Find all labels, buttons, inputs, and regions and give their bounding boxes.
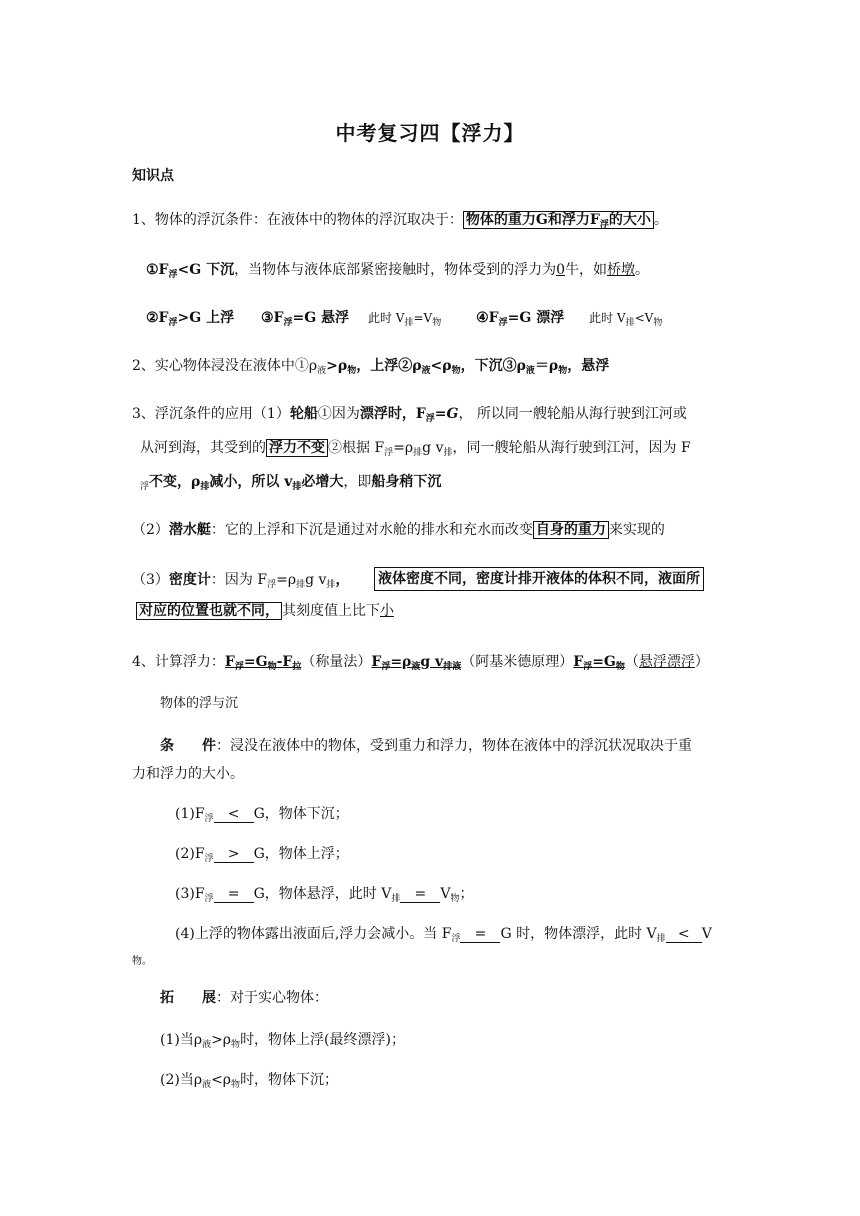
extension-item-2: (2)当$\rho_液<\rho_物$时，物体下沉； <box>160 1072 339 1090</box>
condition-sink-line: $①F_浮<G$ 下沉，当物体与液体底部紧密接触时，物体受到的浮力为0牛，如桥墩。 <box>146 262 649 280</box>
condition-line-1: 条 件：浸没在液体中的物体，受到重力和浮力，物体在液体中的浮沉状况取决于重 <box>160 738 692 754</box>
boxed-own-weight: 自身的重力 <box>533 521 609 539</box>
section-2-line: 2、实心物体浸没在液体中$①\rho_液>\rho_物$，上浮$②\rho_液<\rho_物$，下沉$③\rho_液=\rho_物$，悬浮 <box>132 358 610 376</box>
page-title: 中考复习四【浮力】 <box>335 121 525 145</box>
hydrometer-boxed-1: 液体密度不同，密度计排开液体的体积不同，液面所 <box>374 567 704 591</box>
condition-float-line: $②F_浮>G$ 上浮 $③F_浮=G$ 悬浮 此时 $V_排=V_物$ $④F_浮=G$ 漂浮 此时 $V_排<V_物$ <box>146 310 663 328</box>
knowledge-heading: 知识点 <box>132 168 174 184</box>
rule-item-3: $(3)F_浮 = G$，物体悬浮，此时 $V_排 = V_物$； <box>175 886 474 904</box>
extension-item-1: (1)当$\rho_液>\rho_物$时，物体上浮(最终漂浮)； <box>160 1032 405 1050</box>
hydrometer-boxed-2: 对应的位置也就不同， <box>136 602 282 620</box>
boxed-buoyancy-unchanged: 浮力不变 <box>266 439 328 457</box>
section-3-line-1: 3、浮沉条件的应用（1）轮船①因为漂浮时，$F_浮=G$， 所以同一艘轮船从海行驶到江河或 <box>132 406 687 424</box>
submarine-line: （2）潜水艇：它的上浮和下沉是通过对水舱的排水和充水而改变 自身的重力 来实现的 <box>132 522 665 538</box>
condition-line-2: 力和浮力的大小。 <box>132 766 244 782</box>
section-float-sink-title: 物体的浮与沉 <box>160 696 239 711</box>
s1-boxed-answer: 物体的重力G和浮力$F_浮$的大小 <box>463 211 654 229</box>
section-4-line: 4、计算浮力：$F_浮=G_物-F_拉$（称量法）$F_浮=\rho_液g$ $v_{排液}$（阿基米德原理）$F_浮=G_物$（悬浮漂浮） <box>132 654 709 672</box>
section-3-line-3: $_浮$不变，$\rho_排$减小，所以 $v_排$必增大，即船身稍下沉 <box>140 474 442 492</box>
rule-item-2: $(2)F_浮 > G$，物体上浮； <box>175 846 349 864</box>
extension-line: 拓 展：对于实心物体： <box>160 990 328 1006</box>
s1-intro: 1、物体的浮沉条件：在液体中的物体的浮沉取决于： <box>132 212 463 228</box>
hydrometer-line-1: （3）密度计：因为 $F_浮=\rho_排g$ $v_排$， <box>132 572 350 590</box>
rule-item-1: $(1)F_浮 < G$，物体下沉； <box>175 806 349 824</box>
hydrometer-line-2: 对应的位置也就不同， 其刻度值上比下小 <box>136 601 394 621</box>
rule-item-4-cont: 物。 <box>132 956 152 967</box>
section-3-line-2: 从河到海，其受到的 浮力不变 ②根据 $F_浮=\rho_排g$ $v_排$，同一艘轮船从海行驶到江河，因为 F <box>140 440 691 458</box>
rule-item-4: (4)上浮的物体露出液面后,浮力会减小。当 $F_浮 = G$ 时，物体漂浮，此时 $V_排 < V$ <box>175 926 712 944</box>
section-1-line: 1、物体的浮沉条件：在液体中的物体的浮沉取决于： 物体的重力G和浮力$F_浮$的大小 。 <box>132 212 668 230</box>
